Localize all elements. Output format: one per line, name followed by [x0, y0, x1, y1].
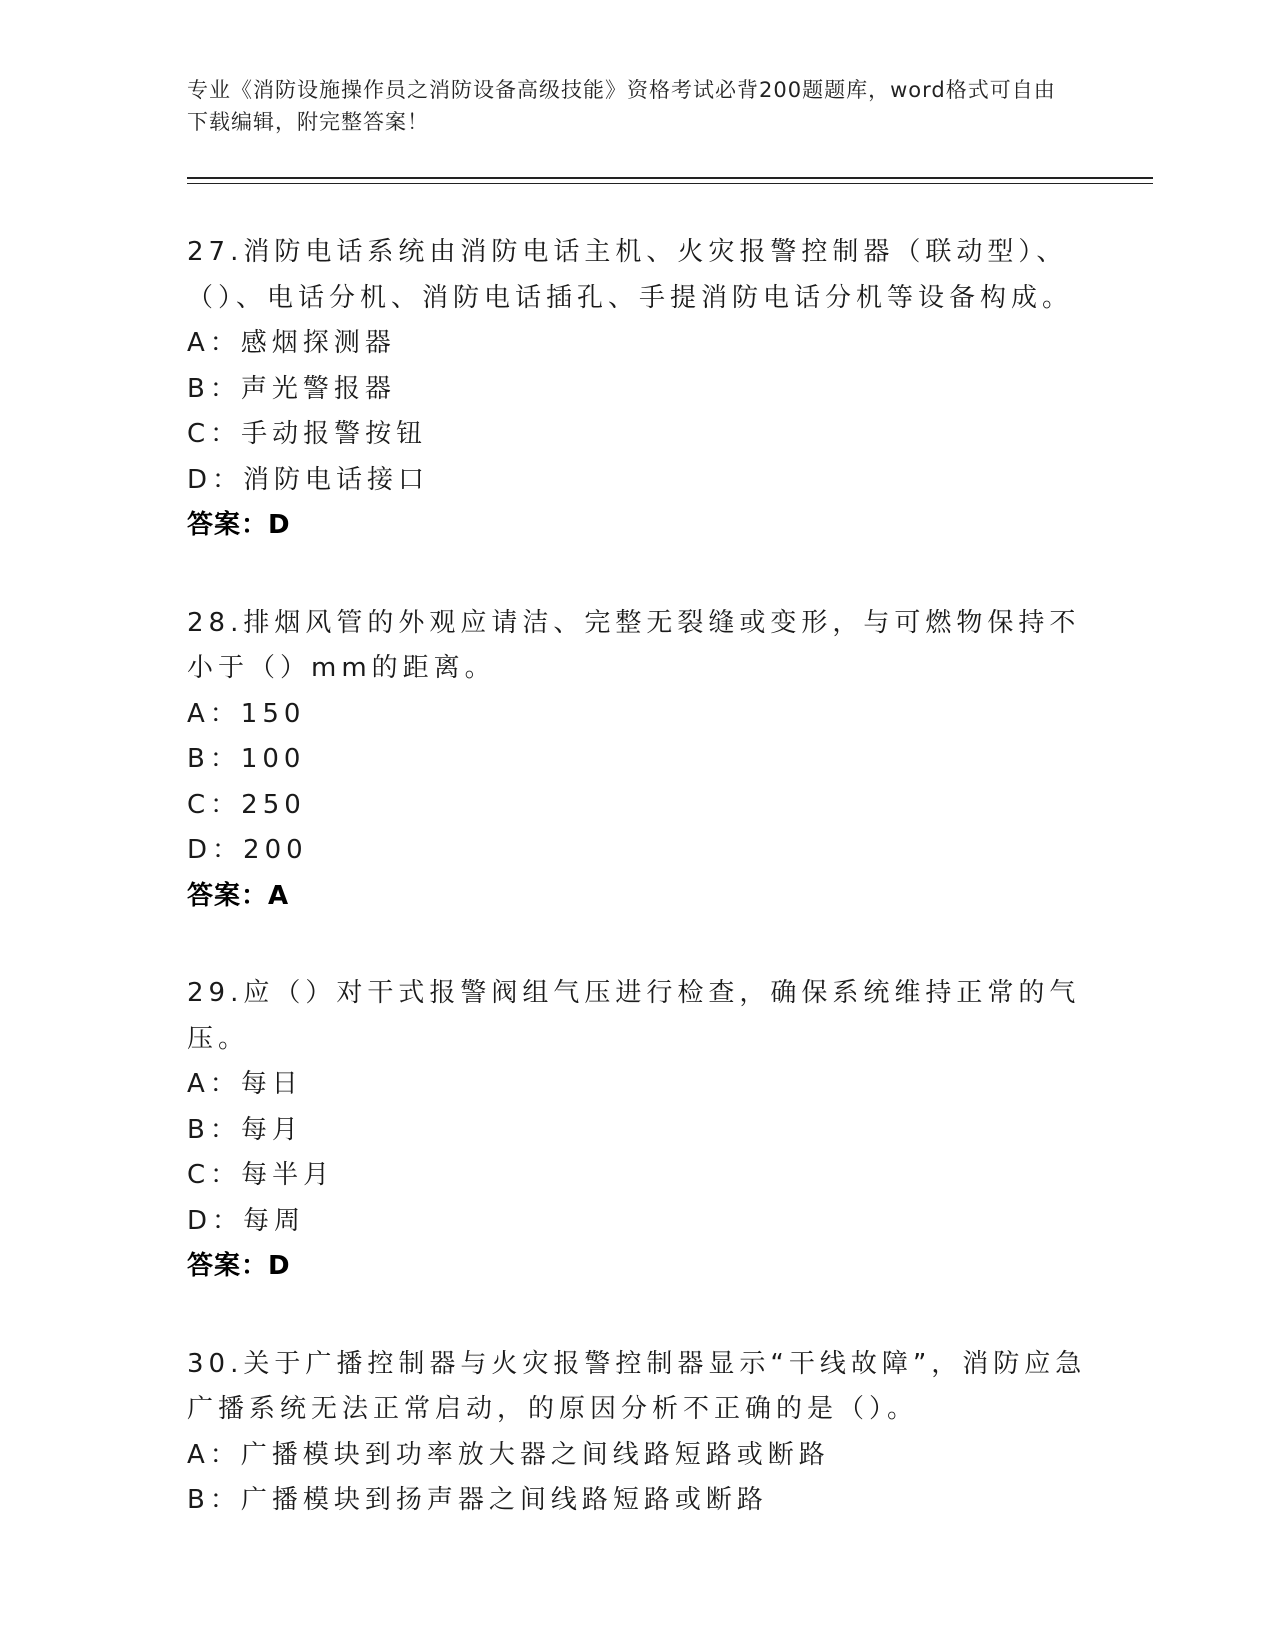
- question-stem: 29.应（）对干式报警阀组气压进行检查，确保系统维持正常的气压。: [187, 978, 1081, 1054]
- option-b: B：100: [187, 744, 306, 774]
- question-29: [187, 971, 1087, 1290]
- option-a: A：每日: [187, 1069, 303, 1099]
- question-stem: 30.关于广播控制器与火灾报警控制器显示“干线故障”，消防应急广播系统无法正常启动，的原因分析不正确的是（）。: [187, 1348, 1087, 1424]
- option-c: C：250: [187, 789, 306, 820]
- header-rule-thin: [187, 183, 1153, 184]
- option-c: C：每半月: [187, 1160, 335, 1190]
- option-a: A：广播模块到功率放大器之间线路短路或断路: [187, 1439, 830, 1470]
- question-27: [187, 230, 1087, 549]
- question-list: [187, 230, 1087, 1576]
- answer: 答案：A: [187, 880, 290, 911]
- question-stem: 27.消防电话系统由消防电话主机、火灾报警控制器（联动型）、（）、电话分机、消防电话插孔、手提消防电话分机等设备构成。: [187, 237, 1074, 313]
- option-d: D：200: [187, 835, 308, 865]
- header-rule-thick: [187, 177, 1153, 179]
- option-b: B：每月: [187, 1114, 303, 1145]
- answer: 答案：D: [187, 1251, 291, 1281]
- option-d: D：消防电话接口: [187, 464, 430, 495]
- option-b: B：声光警报器: [187, 373, 396, 404]
- document-header: 专业《消防设施操作员之消防设备高级技能》资格考试必背200题题库，word格式可自由下载编辑，附完整答案！: [187, 78, 1056, 134]
- question-30: [187, 1342, 1087, 1524]
- option-b: B：广播模块到扬声器之间线路短路或断路: [187, 1485, 768, 1515]
- question-28: [187, 601, 1087, 920]
- option-a: A：150: [187, 698, 306, 729]
- question-stem: 28.排烟风管的外观应请洁、完整无裂缝或变形，与可燃物保持不小于（）mm的距离。: [187, 607, 1081, 683]
- option-c: C：手动报警按钮: [187, 419, 428, 449]
- option-a: A：感烟探测器: [187, 328, 396, 358]
- answer: 答案：D: [187, 510, 291, 540]
- option-d: D：每周: [187, 1205, 306, 1236]
